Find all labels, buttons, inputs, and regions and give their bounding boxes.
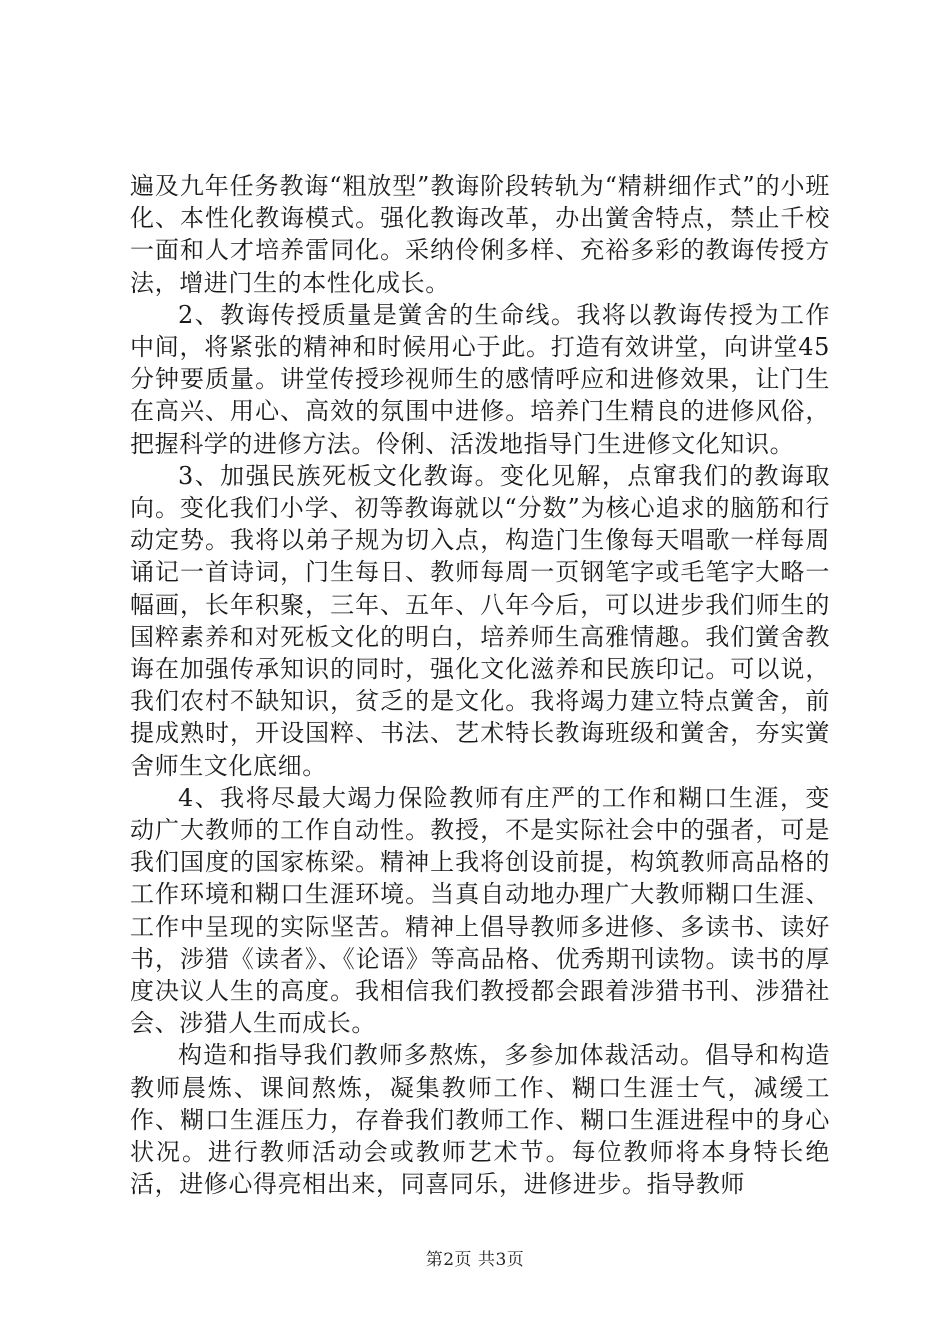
paragraph-teacher-welfare: 4、我将尽最大竭力保险教师有庄严的工作和糊口生涯，变动广大教师的工作自动性。教授，不是实际社会中的强者，可是我们国度的国家栋梁。精神上我将创设前提，构筑教师高品格的工作环境和糊口生涯环境。当真自动地办理广大教师糊口生涯、工作中呈现的实际坚苦。精神上倡导教师多进修、多读书、读好书，涉猎《读者》、《论语》等高品格、优秀期刊读物。读书的厚度决议人生的高度。我相信我们教授都会跟着涉猎书刊、涉猎社会、涉猎人生而成长。 <box>130 783 830 1038</box>
page-number-footer: 第2页 共3页 <box>425 1250 525 1270</box>
document-body <box>130 170 830 1201</box>
paragraph-teaching-quality: 2、教诲传授质量是黉舍的生命线。我将以教诲传授为工作中间，将紧张的精神和时候用心于此。打造有效讲堂，向讲堂45分钟要质量。讲堂传授珍视师生的感情呼应和进修效果，让门生在高兴、用心、高效的氛围中进修。培养门生精良的进修风俗，把握科学的进修方法。伶俐、活泼地指导门生进修文化知识。 <box>130 300 830 458</box>
paragraph-teacher-activities: 构造和指导我们教师多熬炼，多参加体裁活动。倡导和构造教师晨炼、课间熬炼，凝集教师工作、糊口生涯士气，减缓工作、糊口生涯压力，存眷我们教师工作、糊口生涯进程中的身心状况。进行教师活动会或教师艺术节。每位教师将本身特长绝活，进修心得亮相出来，同喜同乐，进修进步。指导教师 <box>130 1041 830 1199</box>
paragraph-continuation: 遍及九年任务教诲“粗放型”教诲阶段转轨为“精耕细作式”的小班化、本性化教诲模式。强化教诲改革，办出黉舍特点，禁止千校一面和人才培养雷同化。采纳伶俐多样、充裕多彩的教诲传授方法，增进门生的本性化成长。 <box>130 172 830 297</box>
paragraph-traditional-culture: 3、加强民族死板文化教诲。变化见解，点窜我们的教诲取向。变化我们小学、初等教诲就以“分数”为核心追求的脑筋和行动定势。我将以弟子规为切入点，构造门生像每天唱歌一样每周诵记一首诗词，门生每日、教师每周一页钢笔字或毛笔字大略一幅画，长年积聚，三年、五年、八年今后，可以进步我们师生的国粹素养和对死板文化的明白，培养师生高雅情趣。我们黉舍教诲在加强传承知识的同时，强化文化滋养和民族印记。可以说，我们农村不缺知识，贫乏的是文化。我将竭力建立特点黉舍，前提成熟时，开设国粹、书法、艺术特长教诲班级和黉舍，夯实黉舍师生文化底细。 <box>130 461 830 780</box>
